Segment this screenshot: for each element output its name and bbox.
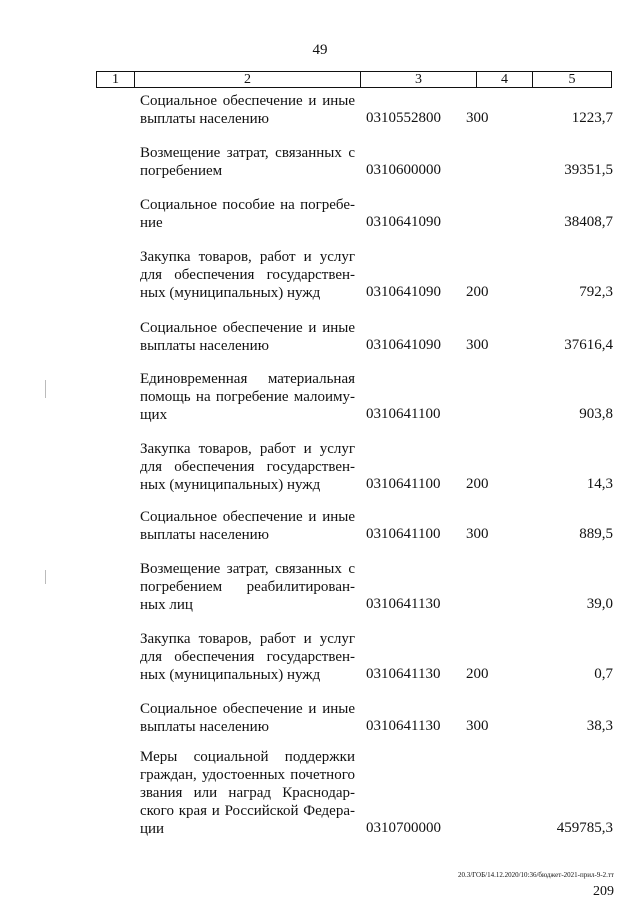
row-sum: 792,3: [579, 284, 613, 300]
table-header: [96, 71, 612, 88]
row-sum: 459785,3: [556, 820, 613, 836]
header-col-2: 2: [135, 72, 361, 87]
row-code: 0310641090: [366, 337, 441, 353]
row-name-line: Социальное обеспечение и иные: [140, 93, 355, 109]
row-code: 0310600000: [366, 162, 441, 178]
row-sum: 39351,5: [564, 162, 613, 178]
row-code: 0310641130: [366, 718, 441, 734]
row-name: [140, 319, 355, 355]
row-type: 300: [466, 337, 489, 353]
row-name: [140, 748, 355, 838]
row-name-line: ции: [140, 821, 165, 837]
sheet-number: 209: [593, 884, 614, 899]
row-code: 0310641130: [366, 596, 441, 612]
row-name-line: Социальное обеспечение и иные: [140, 509, 355, 525]
row-sum: 889,5: [579, 526, 613, 542]
row-type: 200: [466, 666, 489, 682]
row-name: [140, 440, 355, 494]
file-reference: 20.3/ГОБ/14.12.2020/10:36/бюджет-2021-прил-9-2.тт: [457, 871, 614, 879]
row-sum: 1223,7: [571, 110, 613, 126]
row-name: [140, 508, 355, 544]
row-name-line: для обеспечения государствен-: [140, 649, 355, 665]
row-name-line: Единовременная материальная: [140, 371, 355, 387]
row-name-line: погребением реабилитирован-: [140, 579, 355, 595]
row-sum: 38408,7: [564, 214, 613, 230]
row-code: 0310641090: [366, 284, 441, 300]
row-sum: 37616,4: [564, 337, 613, 353]
row-sum: 38,3: [586, 718, 613, 734]
row-name-line: ского края и Российской Федера-: [140, 803, 355, 819]
row-name-line: Возмещение затрат, связанных с: [140, 561, 355, 577]
row-code: 0310641100: [366, 526, 441, 542]
row-code: 0310641090: [366, 214, 441, 230]
row-name-line: Возмещение затрат, связанных с: [140, 145, 355, 161]
row-name-line: выплаты населению: [140, 111, 269, 127]
row-sum: 39,0: [586, 596, 613, 612]
row-code: 0310700000: [366, 820, 441, 836]
row-code: 0310641130: [366, 666, 441, 682]
row-name-line: звания или наград Краснодар-: [140, 785, 355, 801]
row-type: 300: [466, 718, 489, 734]
row-name-line: Социальное обеспечение и иные: [140, 320, 355, 336]
row-name-line: помощь на погребение малоиму-: [140, 389, 355, 405]
margin-mark: [45, 570, 46, 584]
row-name-line: ных лиц: [140, 597, 193, 613]
row-name-line: Закупка товаров, работ и услуг: [140, 249, 355, 265]
row-name: [140, 370, 355, 424]
row-name-line: щих: [140, 407, 168, 423]
row-name-line: Закупка товаров, работ и услуг: [140, 441, 355, 457]
row-name-line: ных (муниципальных) нужд: [140, 477, 321, 493]
row-code: 0310641100: [366, 406, 441, 422]
row-name-line: граждан, удостоенных почетного: [140, 767, 355, 783]
row-name-line: для обеспечения государствен-: [140, 267, 355, 283]
row-name-line: выплаты населению: [140, 527, 269, 543]
row-name-line: выплаты населению: [140, 719, 269, 735]
row-name: [140, 630, 355, 684]
row-name-line: погребением: [140, 163, 223, 179]
row-sum: 14,3: [586, 476, 613, 492]
row-name-line: Закупка товаров, работ и услуг: [140, 631, 355, 647]
row-name-line: выплаты населению: [140, 338, 269, 354]
row-name-line: Социальное пособие на погребе-: [140, 197, 355, 213]
row-name: [140, 196, 355, 232]
row-name: [140, 144, 355, 180]
row-type: 200: [466, 284, 489, 300]
header-col-3: 3: [361, 72, 477, 87]
row-code: 0310552800: [366, 110, 441, 126]
row-name-line: для обеспечения государствен-: [140, 459, 355, 475]
row-name: [140, 248, 355, 302]
header-col-4: 4: [477, 72, 533, 87]
row-type: 200: [466, 476, 489, 492]
row-name-line: Меры социальной поддержки: [140, 749, 355, 765]
row-name-line: Социальное обеспечение и иные: [140, 701, 355, 717]
row-type: 300: [466, 526, 489, 542]
header-col-5: 5: [568, 72, 576, 87]
page-number: 49: [312, 42, 328, 58]
row-sum: 903,8: [579, 406, 613, 422]
row-name-line: ных (муниципальных) нужд: [140, 667, 321, 683]
row-name: [140, 560, 355, 614]
row-name-line: ние: [140, 215, 163, 231]
row-type: 300: [466, 110, 489, 126]
row-name: [140, 700, 355, 736]
row-name: [140, 92, 355, 128]
row-sum: 0,7: [594, 666, 613, 682]
header-col-1: 1: [97, 72, 135, 87]
row-name-line: ных (муниципальных) нужд: [140, 285, 321, 301]
row-code: 0310641100: [366, 476, 441, 492]
margin-mark: [45, 380, 46, 398]
